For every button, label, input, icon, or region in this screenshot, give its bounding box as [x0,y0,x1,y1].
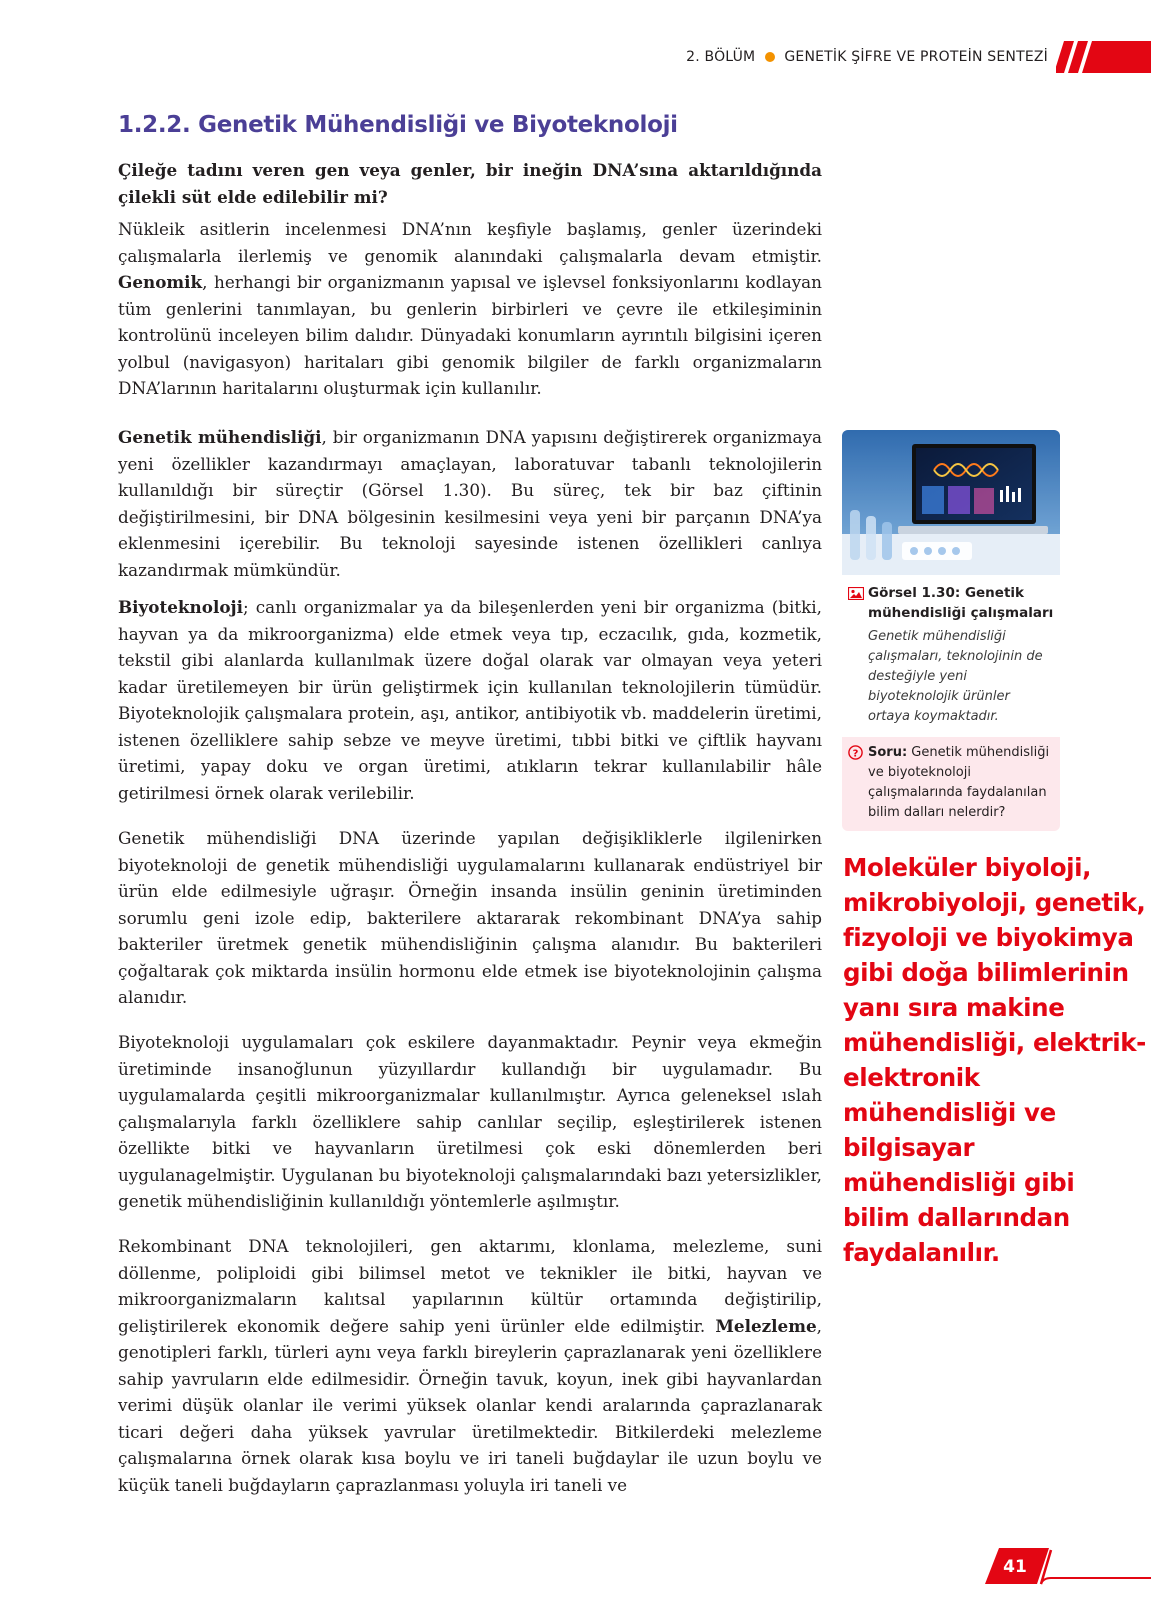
term-genetik-muhendisligi: Genetik mühendisliği [118,427,322,447]
paragraph-text: , genotipleri farklı, türleri aynı veya farklı bireylerin çaprazlanarak yeni özelliklere sahip yavruların elde edilmesidir. Örneğin tavuk, koyun, inek gibi hayvanlardan verimi düşük olanlar ile verimi yüksek olanlar kendi aralarında çaprazlanarak ticari değeri daha yüksek yavrular üretilmektedir. Bitkilerdeki melezleme çalışmalarına örnek olarak kısa boylu ve iri taneli buğdaylar ile uzun boylu ve küçük taneli buğdayların çaprazlanması yoluyla iri taneli ve [118,1315,822,1495]
figure-caption [842,575,1060,737]
sidebar-question [842,737,1060,831]
term-melezleme: Melezleme [715,1315,817,1336]
bullet-dot-icon [765,52,775,62]
paragraph-genomik [118,216,822,402]
paragraph-insulin-example [118,825,822,1011]
paragraph-text: Biyoteknoloji uygulamaları çok eskilere dayanmaktadır. Peynir veya ekmeğin üretiminde insanoğlunun yüzyıllardır kullandığı bir uygulamadır. Bu uygulamalarda çeşitli mikroorganizmalar kullanılmıştır. Ayrıca geleneksel ıslah çalışmalarıyla farklı özelliklere sahip canlılar seçilip, eşleştirilerek istenen özellikte bitki ve hayvanların üretilmesi çok eski dönemlerden beri uygulanagelmiştir. Uygulanan bu biyoteknoloji çalışmalarındaki bazı yetersizlikler, genetik mühendisliğinin kullanıldığı yöntemlerle aşılmıştır. [118,1032,822,1211]
paragraph-history [118,1029,822,1215]
paragraph-melezleme [118,1233,822,1498]
paragraph-text: Genetik mühendisliği DNA üzerinde yapılan değişikliklerle ilgilenirken biyoteknoloji de genetik mühendisliği uygulamalarını kullanarak endüstriyel bir ürün elde edilmesiyle uğraşır. Örneğin insanda insülin geninin üretiminden sorumlu geni izole edip, bakterilere aktararak rekombinant DNA’ya sahip bakteriler üretmek genetik mühendisliğinin çalışma alanıdır. Bu bakterileri çoğaltarak çok miktarda insülin hormonu elde etmek ise biyoteknolojinin çalışma alanıdır. [118,828,822,1007]
header-stripe-decoration [1056,41,1151,73]
answer-annotation: Moleküler biyoloji, mikrobiyoloji, genetik, fizyoloji ve biyokimya gibi doğa bilimlerinin yanı sıra makine mühendisliği, elektrik-elektronik mühendisliği ve bilgisayar mühendisliği gibi bilim dallarından faydalanılır. [843,853,1146,1267]
running-head [686,49,1048,65]
question-circle-icon [848,745,864,823]
page-number: 41 [1003,1557,1027,1577]
section-title: 1.2.2. Genetik Mühendisliği ve Biyoteknoloji [118,112,678,138]
image-icon [848,586,864,606]
chapter-label: 2. BÖLÜM [686,49,756,65]
chapter-title: GENETİK ŞİFRE VE PROTEİN SENTEZİ [784,49,1048,65]
question-label: Soru: [868,745,908,760]
paragraph-genetik-muhendisligi [118,424,822,583]
question-text: Genetik mühendisliği ve biyoteknoloji çalışmalarında faydalanılan bilim dalları nelerdir? [868,745,1050,820]
caption-description: Genetik mühendisliği çalışmaları, teknolojinin de desteğiyle yeni biyoteknolojik ürünler ortaya koymaktadır. [868,629,1043,724]
lab-figure-image [842,430,1060,575]
page-header [686,41,1151,73]
term-genomik: Genomik [118,272,203,292]
figure-sidebar [842,430,1060,831]
term-biyoteknoloji: Biyoteknoloji [118,597,243,617]
paragraph-text: Rekombinant DNA teknolojileri, gen aktarımı, klonlama, melezleme, suni döllenme, poliploidi gibi bilimsel metot ve teknikler ile bitki, hayvan ve mikroorganizmaların kalıtsal yapılarının kültür ortamında değiştirilip, geliştirilerek ekonomik değere sahip yeni ürünler elde edilmiştir. [118,1236,822,1336]
caption-title: Görsel 1.30: Genetik mühendisliği çalışmaları [868,585,1054,621]
paragraph-text: , herhangi bir organizmanın yapısal ve işlevsel fonksiyonlarını kodlayan tüm genlerini tanımlayan, bu genlerin birbirleri ve çevre ile etkileşiminin kontrolünü inceleyen bilim dalıdır. Dünyadaki konumların ayrıntılı bilgisini içeren yolbul (navigasyon) haritaları gibi genomik bilgiler de farklı organizmaların DNA’larının haritalarını oluşturmak için kullanılır. [118,272,822,398]
paragraph-text: , bir organizmanın DNA yapısını değiştirerek organizmaya yeni özellikler kazandırmayı amaçlayan, laboratuvar tabanlı teknolojilerin kullanıldığı bir süreçtir (Görsel 1.30). Bu süreç, tek bir baz çiftinin değiştirilmesini, bir DNA bölgesinin kesilmesini veya yeni bir parçanın DNA’ya eklenmesini içerebilir. Bu teknoloji sayesinde istenen özellikleri canlıya kazandırmak mümkündür. [118,427,822,580]
svg-text:?: ? [852,748,859,760]
opening-question: Çileğe tadını veren gen veya genler, bir ineğin DNA’sına aktarıldığında çilekli süt elde edilebilir mi? [118,160,822,207]
paragraph-text: Nükleik asitlerin incelenmesi DNA’nın keşfiyle başlamış, genler üzerindeki çalışmalarla ilerlemiş ve genomik alanındaki çalışmalarla devam etmiştir. [118,219,822,266]
paragraph-text: ; canlı organizmalar ya da bileşenlerden yeni bir organizma (bitki, hayvan ya da mikroorganizma) elde etmek veya tıp, eczacılık, gıda, kozmetik, tekstil gibi alanlarda kullanılmak üzere doğal olarak var olmayan veya yeteri kadar üretilemeyen bir ürün geliştirmek için kullanılan teknolojilerin tümüdür. Biyoteknolojik çalışmalara protein, aşı, antikor, antibiyotik vb. maddelerin üretimi, istenen özelliklere sahip sebze ve meyve üretimi, tıbbi bitki ve çiftlik hayvanı üretimi, yapay doku ve organ üretimi, atıkların tekrar kullanılabilir hâle getirilmesi örnek olarak verilebilir. [118,597,822,803]
page-footer [985,1548,1151,1588]
paragraph-biyoteknoloji [118,594,822,806]
